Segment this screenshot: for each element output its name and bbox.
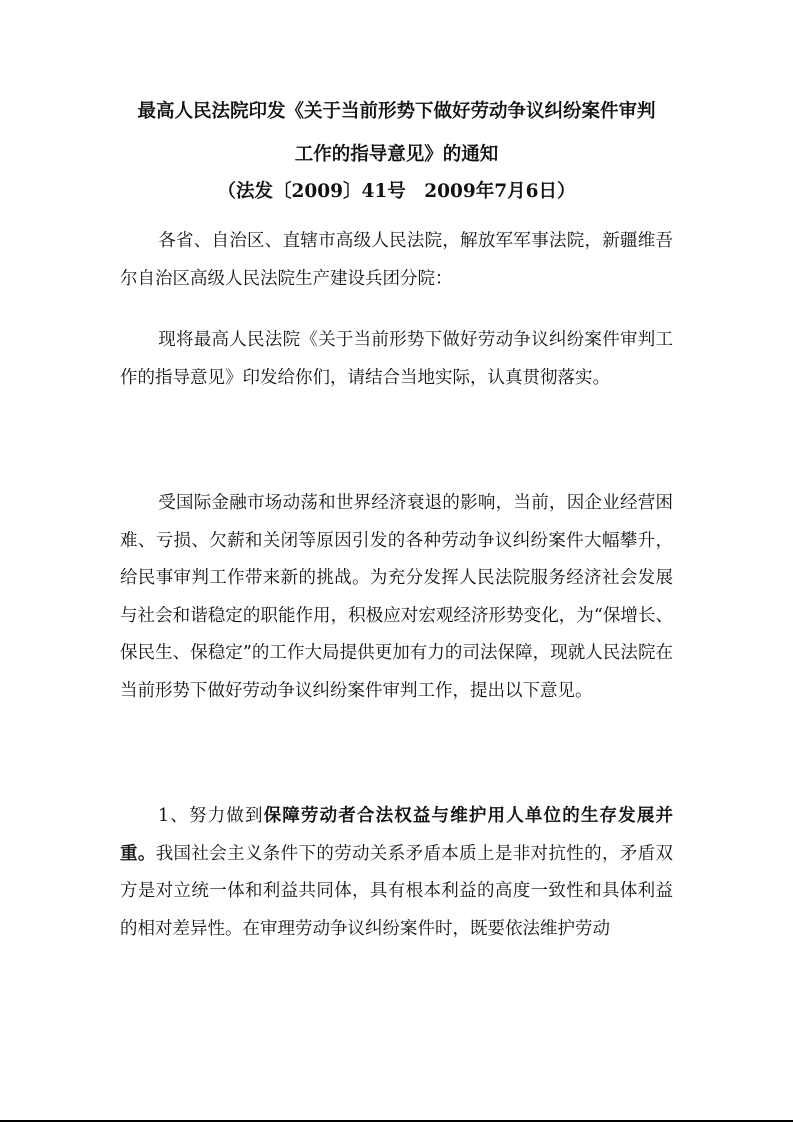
document-title-line-2: 工作的指导意见》的通知: [294, 144, 499, 165]
document-title-line-1: 最高人民法院印发《关于当前形势下做好劳动争议纠纷案件审判: [137, 101, 656, 122]
item-1-heading: 保障劳动者合法权益与维护用人单位的生存发展并重。: [120, 806, 673, 864]
notice-paragraph: [120, 322, 673, 397]
intro-text: 受国际金融市场动荡和世界经济衰退的影响，当前，因企业经营困难、亏损、欠薪和关闭等原因引发的各种劳动争议纠纷案件大幅攀升，给民事审判工作带来新的挑战。为充分发挥人民法院服务经济社会发展与社会和谐稳定的职能作用，积极应对宏观经济形势变化，为“保增长、保民生、保稳定”的工作大局提供更加有力的司法保障，现就人民法院在当前形势下做好劳动争议纠纷案件审判工作，提出以下意见。: [120, 493, 673, 701]
recipients-paragraph: [120, 223, 673, 298]
item-1-prefix: 1、努力做到: [158, 806, 264, 826]
intro-paragraph: [120, 485, 673, 711]
document-reference-number: （法发〔2009〕41号 2009年7月6日）: [217, 181, 576, 202]
recipients-text: 各省、自治区、直辖市高级人民法院，解放军军事法院，新疆维吾尔自治区高级人民法院生产建设兵团分院：: [120, 231, 673, 289]
item-1-paragraph: [120, 798, 673, 948]
item-1-body: 我国社会主义条件下的劳动关系矛盾本质上是非对抗性的，矛盾双方是对立统一体和利益共同体，具有根本利益的高度一致性和具体利益的相对差异性。在审理劳动争议纠纷案件时，既要依法维护劳动: [120, 843, 674, 939]
notice-text: 现将最高人民法院《关于当前形势下做好劳动争议纠纷案件审判工作的指导意见》印发给你们，请结合当地实际，认真贯彻落实。: [120, 330, 673, 388]
